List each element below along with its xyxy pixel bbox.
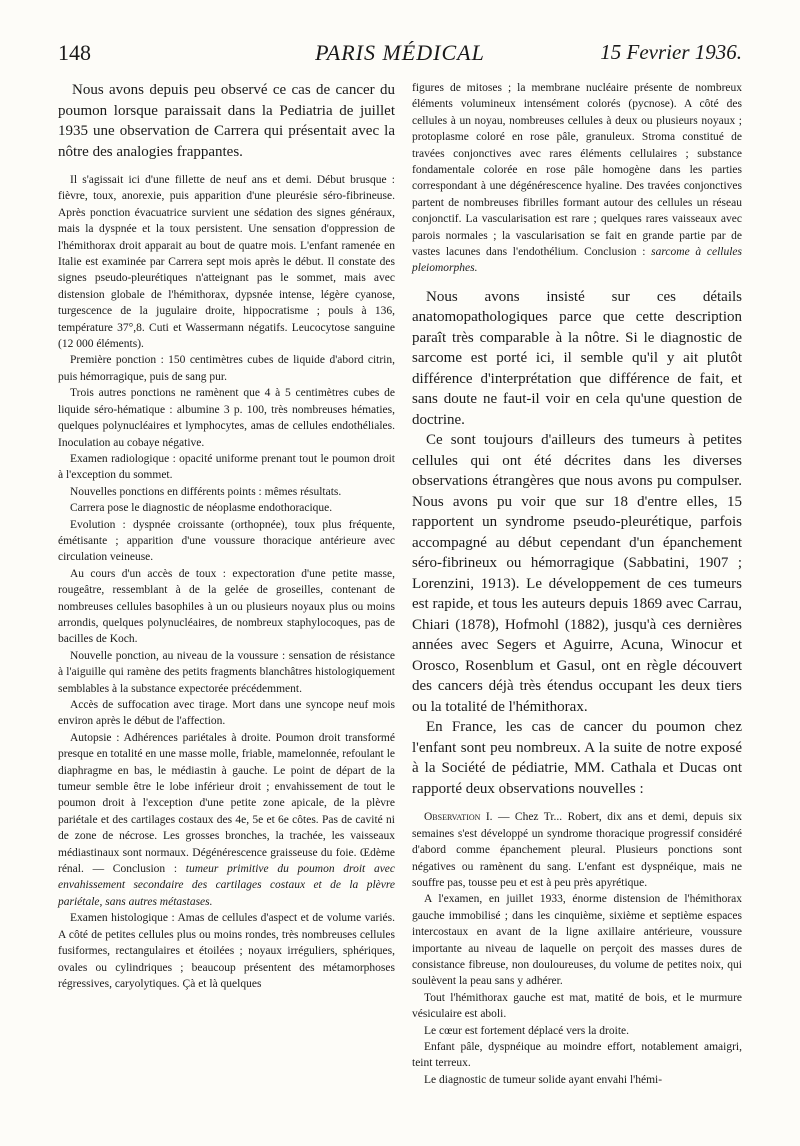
running-header	[58, 40, 742, 72]
histology-paragraph: Examen histologique : Amas de cellules d'aspect et de volume variés. A côté de petites cellules plus ou moins rondes, très nombreuses cellules fusiformes, rectangulaires et étoilées ; noyaux irréguliers, sphériques, ovales ou cylindriques ; beaucoup présentent des métamorphoses régressives, caryolytiques. Çà et là quelques	[58, 912, 395, 990]
observation-paragraph: Tout l'hémithorax gauche est mat, matité de bois, et le murmure vésiculaire est aboli.	[412, 991, 742, 1021]
histology-conclusion: sarcome à cellules pleiomorphes.	[412, 246, 742, 275]
case-paragraph: Trois autres ponctions ne ramènent que 4 à 5 centimètres cubes de liquide séro-hématique : albumine 3 p. 100, très nombreuses hématies, quelques polynucléaires et lymphocytes, amas de cellules endothéliales. Inoculation au cobaye négative.	[58, 387, 395, 449]
body-paragraph: Ce sont toujours d'ailleurs des tumeurs à petites cellules qui ont été décrites dans les diverses observations étrangères que nous avons pu compulser. Nous avons pu voir que sur 18 d'entre elles, 15 rapportent un syndrome pseudo-pleurétique, parfois accompagné au début cependant d'un épanchement séro-fibrineux ou hémorragique (Sabbatini, 1907 ; Lorenzini, 1913). Le développement de ces tumeurs est rapide, et tous les auteurs depuis 1869 avec Carrau, Chiari (1878), Hofmohl (1882), jusqu'à ces dernières années avec Segers et Aguirre, Acuna, Winocur et Orosco, Rosenblum et Gasul, ont en règle découvert des cancers déjà très étendus occupant les deux tiers ou la totalité de l'hémithorax.	[412, 432, 742, 715]
autopsy-text: Autopsie : Adhérences pariétales à droite. Poumon droit transformé presque en totalité en une masse molle, friable, mamelonnée, refoulant le diaphragme en bas, le médiastin à gauche. Le point de départ de la tumeur semble être le lobe inférieur droit ; envahissement de tout le poumon droit à l'exception d'une petite zone apicale, de la plèvre pariétale et des cartilages costaux des 4e, 5e et 6e côtes. Pas de cavité ni de zone de nécrose. Les grosses bronches, la trachée, les vaisseaux médiastinaux sont normaux. Dégénérescence graisseuse du foie. Œdème rénal. —	[58, 731, 395, 876]
case-paragraph: Evolution : dyspnée croissante (orthopnée), toux plus fréquente, émétisante ; apparition d'une voussure thoracique antérieure avec circulation veineuse.	[58, 518, 395, 564]
case-paragraph: Première ponction : 150 centimètres cubes de liquide d'abord citrin, puis hémorragique, puis de sang pur.	[58, 354, 395, 383]
observation-text: — Chez Tr... Robert, dix ans et demi, depuis six semaines s'est développé un syndrome thoracique progressif considéré d'abord comme épanchement pleural. Plusieurs ponctions sont négatives ou ramènent du sang. L'enfant est dyspnéique, mais ne souffre pas, tousse peu et est à peu près apyrétique.	[412, 811, 742, 889]
observation-paragraph: Le diagnostic de tumeur solide ayant envahi l'hémi-	[424, 1073, 663, 1086]
observation-paragraph: Le cœur est fortement déplacé vers la droite.	[424, 1024, 629, 1037]
case-paragraph: Examen radiologique : opacité uniforme prenant tout le poumon droit à l'exception du sommet.	[58, 452, 395, 482]
observation-label: Observation I.	[424, 811, 493, 824]
case-paragraph: Carrera pose le diagnostic de néoplasme endothoracique.	[70, 502, 333, 515]
right-column	[412, 80, 742, 1088]
histology-continuation	[412, 80, 742, 277]
issue-date: 15 Fevrier 1936.	[600, 40, 742, 64]
case-paragraph: Nouvelle ponction, au niveau de la voussure : sensation de résistance à l'aiguille qui ramène des petits fragments blanchâtres histologiquement semblables à la substance expectorée précédemment.	[58, 649, 395, 695]
case-paragraph: Nouvelles ponctions en différents points : mêmes résultats.	[70, 485, 342, 498]
case-paragraph: Accès de suffocation avec tirage. Mort dans une syncope neuf mois environ après le début de l'affection.	[58, 699, 395, 728]
case-paragraph: Il s'agissait ici d'une fillette de neuf ans et demi. Début brusque : fièvre, toux, anorexie, puis apparition d'une pleurésie séro-fibrineuse. Après ponction évacuatrice survient une sédation des signes généraux, mais la dyspnée et la toux persistent. Une sensation d'oppression de l'hémithorax droit apparait au bout de quatre mois. L'enfant ramenée en Italie est examinée par Carrera sept mois après le début. Il constate des signes pseudo-pleurétiques n'atteignant pas le sommet, mais avec distension globale de l'hémithorax, dypsnée intense, légère cyanose, turgescence de la jugulaire droite, hippocratisme ; pouls à 136, température 37°,8. Cuti et Wassermann négatifs. Leucocytose sanguine (12 000 éléments).	[58, 174, 395, 351]
case-paragraph: Au cours d'un accès de toux : expectoration d'une petite masse, rougeâtre, ressemblant à de la gelée de groseilles, contenant de nombreuses cellules basophiles à un ou plusieurs noyaux plus ou moins arrondis, quelques polynucléaires, de nombreux staphylocoques, pas de bacilles de Koch.	[58, 567, 395, 646]
histology-text: figures de mitoses ; la membrane nucléaire présente de nombreux éléments volumineux intensément colorés (pycnose). A côté des cellules à un noyau, nombreuses cellules à deux ou plusieurs noyaux ; protoplasme coloré en rose pâle, granuleux. Stroma constitué de travées conjonctives avec rares éléments cellulaires ; substance fondamentale colorée en rose pâle homogène dans les parties correspondant à une dégénérescence hyaline. Des travées conjonctives partent de nombreuses fibrilles formant autour des cellules un réseau conjonctif. La vascularisation est rare ; quelques rares vaisseaux avec parois normales ; la vascularisation se fait en grande partie par de vastes lacunes dans l'endothélium. Conclusion :	[412, 82, 742, 259]
observation-paragraph: A l'examen, en juillet 1933, énorme distension de l'hémithorax gauche immobilisé ; dans les cinquième, sixième et septième espaces intercostaux en avant de la ligne axillaire antérieure, voussure importante au niveau de laquelle on perçoit des masses dures de consistance fibreuse, non douloureuses, du volume de petites noix, qui soulèvent la peau sans y adhérer.	[412, 893, 742, 988]
conclusion-text: tumeur primitive du poumon droit avec envahissement secondaire des cartilages costaux et de la plèvre pariétale, sans autres métastases.	[58, 863, 396, 908]
autopsy-paragraph	[58, 730, 395, 910]
observation-paragraph: Enfant pâle, dyspnéique au moindre effort, notablement amaigri, teint terreux.	[412, 1041, 742, 1070]
conclusion-label: Conclusion :	[112, 863, 186, 876]
body-paragraph: En France, les cas de cancer du poumon chez l'enfant sont peu nombreux. A la suite de notre exposé à la Société de pédiatrie, MM. Cathala et Ducas ont rapporté deux observations nouvelles :	[412, 719, 742, 797]
left-column	[58, 80, 395, 992]
intro-paragraph: Nous avons depuis peu observé ce cas de cancer du poumon lorsque paraissait dans la Pediatria de juillet 1935 une observation de Carrera qui présentait avec la nôtre des analogies frappantes.	[58, 82, 395, 160]
body-paragraph: Nous avons insisté sur ces détails anatomopathologiques parce que cette description paraît très comparable à la nôtre. Si le diagnostic de sarcome est porté ici, il semble qu'il y ait plutôt différence d'interprétation que différence de fait, et sans doute ne faut-il voir en cela qu'une question de doctrine.	[412, 288, 742, 428]
observation-paragraph	[412, 809, 742, 891]
journal-title: PARIS MÉDICAL	[315, 40, 485, 65]
page-number: 148	[58, 40, 91, 65]
